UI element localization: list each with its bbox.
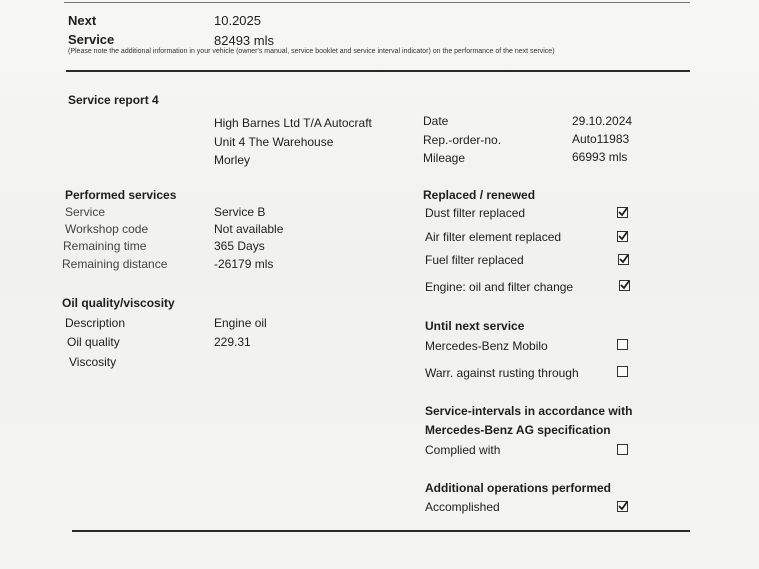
additional-heading: Additional operations performed bbox=[425, 481, 612, 495]
bottom-rule bbox=[72, 530, 690, 532]
performed-label: Remaining distance bbox=[62, 257, 168, 271]
service-mileage: 82493 mls bbox=[214, 33, 274, 48]
performed-value: 365 Days bbox=[214, 239, 265, 253]
additional-checkbox[interactable] bbox=[617, 501, 628, 512]
replaced-item-label: Fuel filter replaced bbox=[425, 253, 524, 267]
service-label: Service bbox=[68, 32, 115, 47]
dealer-line: Morley bbox=[214, 153, 251, 167]
dealer-line: Unit 4 The Warehouse bbox=[214, 135, 334, 149]
until-next-item-label: Warr. against rusting through bbox=[425, 366, 579, 380]
additional-item-label: Accomplished bbox=[425, 500, 500, 514]
intervals-item-label: Complied with bbox=[425, 443, 501, 457]
mileage-label: Mileage bbox=[423, 151, 466, 165]
replaced-checkbox[interactable] bbox=[617, 231, 628, 242]
until-next-checkbox[interactable] bbox=[617, 366, 628, 377]
until-next-item-label: Mercedes-Benz Mobilo bbox=[425, 339, 548, 353]
performed-value: Service B bbox=[214, 205, 266, 219]
check-icon bbox=[617, 230, 629, 242]
check-icon bbox=[618, 253, 630, 265]
until-next-checkbox[interactable] bbox=[617, 339, 628, 350]
oil-heading: Oil quality/viscosity bbox=[62, 296, 175, 310]
performed-value: Not available bbox=[214, 222, 284, 236]
performed-label: Remaining time bbox=[63, 239, 147, 253]
until-next-heading: Until next service bbox=[425, 319, 525, 333]
date-value: 29.10.2024 bbox=[572, 114, 633, 128]
oil-label: Description bbox=[65, 316, 126, 330]
rep-order-label: Rep.-order-no. bbox=[423, 133, 502, 147]
performed-label: Workshop code bbox=[65, 222, 149, 236]
intervals-heading: Mercedes-Benz AG specification bbox=[425, 423, 611, 437]
check-icon bbox=[617, 206, 629, 218]
next-service-rule bbox=[66, 70, 690, 72]
intervals-heading: Service-intervals in accordance with bbox=[425, 404, 633, 418]
dealer-line: High Barnes Ltd T/A Autocraft bbox=[214, 116, 372, 130]
oil-value: Engine oil bbox=[214, 316, 267, 330]
date-label: Date bbox=[423, 114, 449, 128]
check-icon bbox=[617, 500, 629, 512]
report-title: Service report 4 bbox=[68, 93, 159, 107]
replaced-item-label: Engine: oil and filter change bbox=[425, 280, 574, 294]
oil-label: Viscosity bbox=[69, 355, 117, 369]
rep-order-value: Auto11983 bbox=[572, 132, 630, 146]
performed-value: -26179 mls bbox=[214, 257, 274, 271]
next-date: 10.2025 bbox=[214, 13, 261, 28]
replaced-checkbox[interactable] bbox=[619, 280, 630, 291]
replaced-checkbox[interactable] bbox=[618, 254, 629, 265]
replaced-item-label: Dust filter replaced bbox=[425, 206, 526, 220]
performed-heading: Performed services bbox=[65, 188, 177, 202]
top-rule bbox=[64, 2, 690, 3]
replaced-checkbox[interactable] bbox=[617, 207, 628, 218]
oil-label: Oil quality bbox=[67, 335, 120, 349]
oil-value: 229.31 bbox=[214, 335, 251, 349]
mileage-value: 66993 mls bbox=[572, 150, 628, 164]
replaced-heading: Replaced / renewed bbox=[423, 188, 536, 202]
performed-label: Service bbox=[65, 205, 106, 219]
check-icon bbox=[619, 279, 631, 291]
next-label: Next bbox=[68, 13, 97, 28]
next-service-note: (Please note the additional information in your vehicle (owner's manual, service booklet and service interval indicator) on the performance of the next service) bbox=[68, 48, 555, 55]
intervals-checkbox[interactable] bbox=[617, 444, 628, 455]
replaced-item-label: Air filter element replaced bbox=[425, 230, 562, 244]
